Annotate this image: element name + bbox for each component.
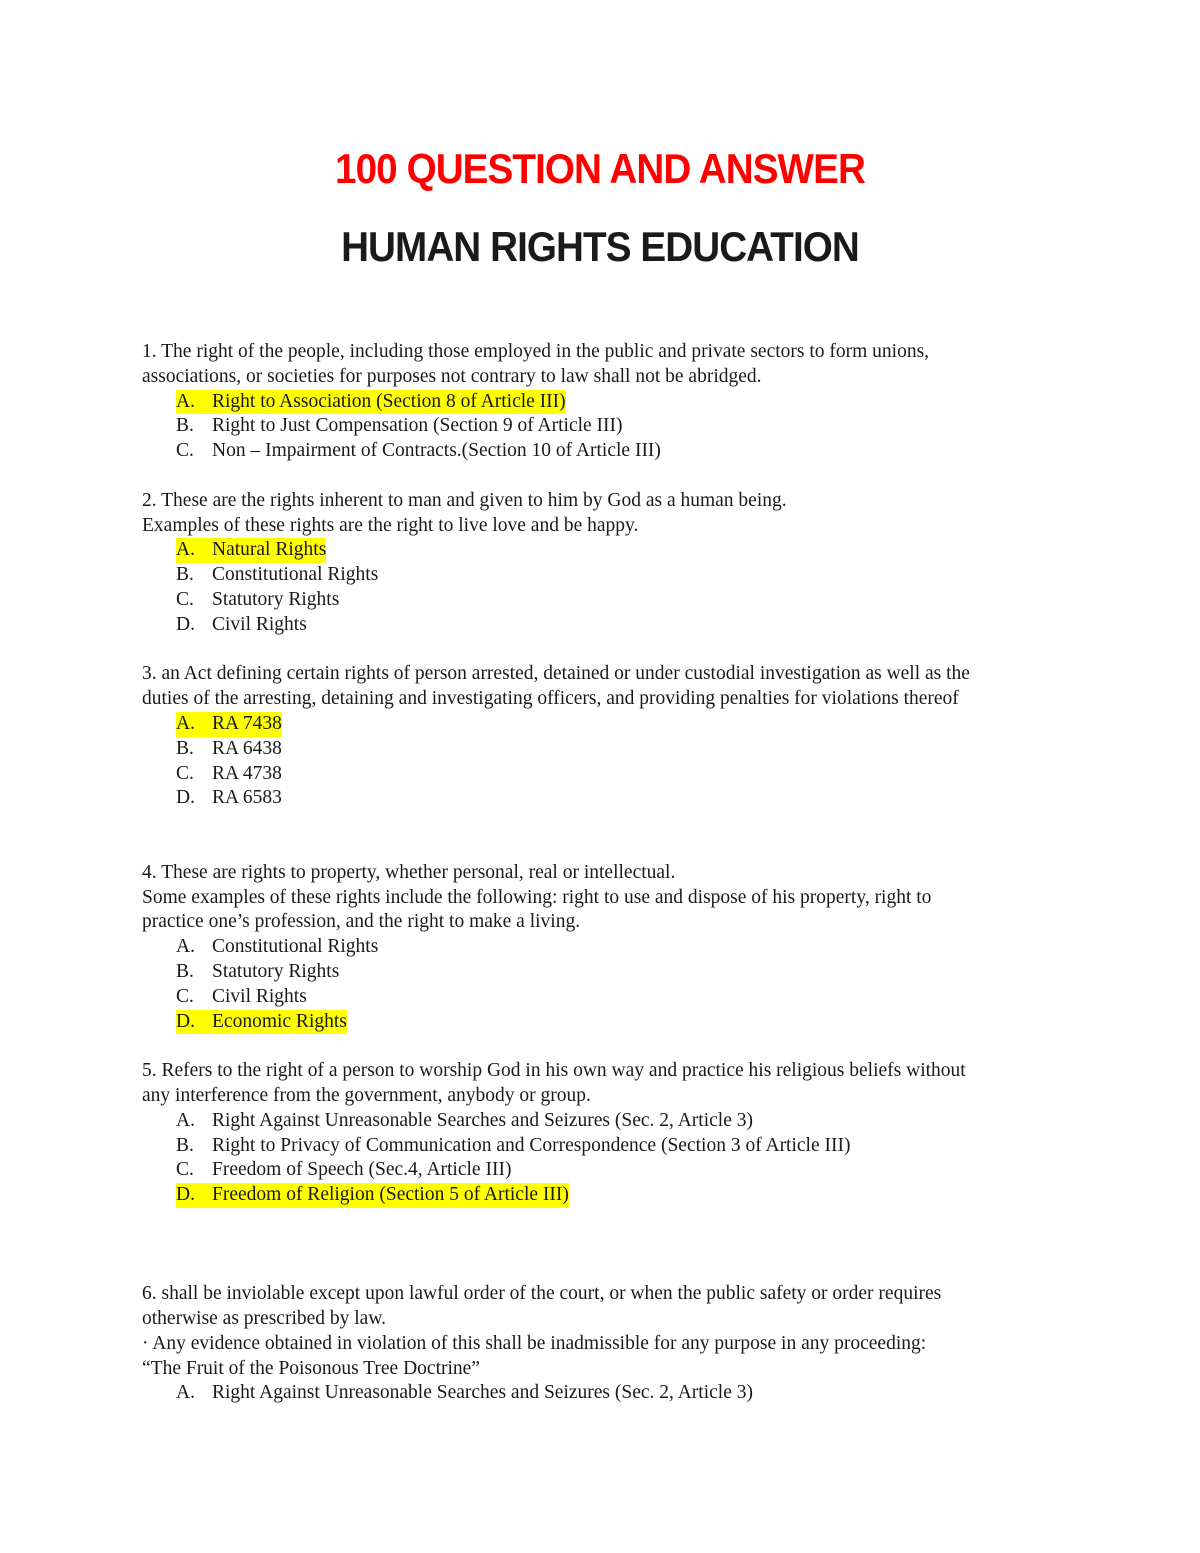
answer-option: C. Statutory Rights xyxy=(176,588,340,610)
question-text: duties of the arresting, detaining and investigating officers, and providing penalties for violations thereof xyxy=(142,688,959,710)
question-text: otherwise as prescribed by law. xyxy=(142,1308,387,1330)
document-title: 100 QUESTION AND ANSWER xyxy=(335,145,865,192)
answer-option: B. Statutory Rights xyxy=(176,960,340,982)
question-text: 2. These are the rights inherent to man and given to him by God as a human being. xyxy=(142,489,787,511)
question-text: Examples of these rights are the right to live love and be happy. xyxy=(142,514,639,536)
question-block xyxy=(142,1059,1082,1208)
answer-option xyxy=(142,712,1082,737)
answer-option: D. RA 6583 xyxy=(176,787,282,809)
answer-option xyxy=(142,390,1082,415)
question-text: Some examples of these rights include the following: right to use and dispose of his property, right to xyxy=(142,886,932,908)
question-list xyxy=(142,340,1082,1406)
answer-option: B. Right to Privacy of Communication and Correspondence (Section 3 of Article III) xyxy=(176,1134,851,1156)
question-text: associations, or societies for purposes not contrary to law shall not be abridged. xyxy=(142,365,762,387)
question-block xyxy=(142,662,1082,811)
answer-option: B. RA 6438 xyxy=(176,737,282,759)
highlighted-answer: D. Economic Rights xyxy=(176,1010,347,1035)
question-block xyxy=(142,489,1082,638)
question-text: any interference from the government, anybody or group. xyxy=(142,1084,591,1106)
answer-option xyxy=(142,1183,1082,1208)
answer-option: C. RA 4738 xyxy=(176,762,282,784)
answer-option: A. Right Against Unreasonable Searches and Seizures (Sec. 2, Article 3) xyxy=(176,1109,753,1131)
question-text: · Any evidence obtained in violation of this shall be inadmissible for any purpose in any proceeding: xyxy=(142,1332,927,1354)
question-block xyxy=(142,340,1082,464)
answer-option: C. Civil Rights xyxy=(176,985,307,1007)
answer-option: D. Civil Rights xyxy=(176,613,307,635)
question-text: 1. The right of the people, including those employed in the public and private sectors to form unions, xyxy=(142,341,930,362)
highlighted-answer: A. RA 7438 xyxy=(176,712,282,737)
question-block xyxy=(142,861,1082,1035)
answer-option: A. Constitutional Rights xyxy=(176,936,379,958)
answer-option: C. Non – Impairment of Contracts.(Section 10 of Article III) xyxy=(176,440,661,462)
highlighted-answer: A. Natural Rights xyxy=(176,538,326,563)
question-text: 5. Refers to the right of a person to worship God in his own way and practice his religious beliefs without xyxy=(142,1060,966,1082)
question-text: 3. an Act defining certain rights of person arrested, detained or under custodial investigation as well as the xyxy=(142,663,970,685)
question-block xyxy=(142,1282,1082,1406)
answer-option xyxy=(142,1010,1082,1035)
question-text: 6. shall be inviolable except upon lawful order of the court, or when the public safety or order requires xyxy=(142,1283,942,1305)
answer-option: A. Right Against Unreasonable Searches and Seizures (Sec. 2, Article 3) xyxy=(176,1382,753,1404)
question-text: practice one’s profession, and the right to make a living. xyxy=(142,911,581,933)
highlighted-answer: A. Right to Association (Section 8 of Article III) xyxy=(176,390,566,415)
answer-option: C. Freedom of Speech (Sec.4, Article III) xyxy=(176,1159,512,1181)
answer-option: B. Right to Just Compensation (Section 9 of Article III) xyxy=(176,415,623,437)
answer-option: B. Constitutional Rights xyxy=(176,564,379,586)
document-subtitle: HUMAN RIGHTS EDUCATION xyxy=(341,223,859,270)
highlighted-answer: D. Freedom of Religion (Section 5 of Article III) xyxy=(176,1183,569,1208)
question-text: “The Fruit of the Poisonous Tree Doctrine” xyxy=(142,1357,480,1379)
question-text: 4. These are rights to property, whether personal, real or intellectual. xyxy=(142,861,676,883)
answer-option xyxy=(142,538,1082,563)
